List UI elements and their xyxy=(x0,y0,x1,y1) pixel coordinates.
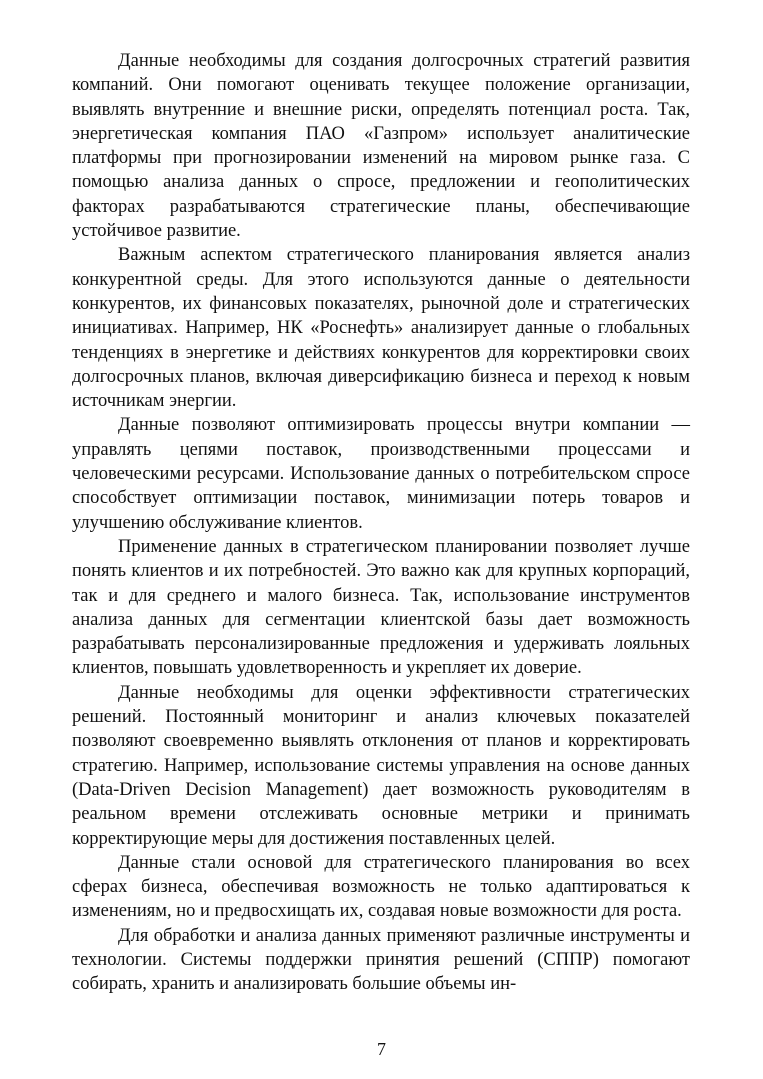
paragraph-7: Для обработки и анализа данных применяют различные инструменты и технологии. Системы поддержки принятия решений (СППР) помогают собирать, хранить и анализировать большие объемы ин- xyxy=(72,925,690,995)
paragraph-3: Данные позволяют оптимизировать процессы внутри компании — управлять цепями поставок, производственными процессами и человеческими ресурсами. Использование данных о потребительском спросе способствует оптимизации поставок, минимизации потерь товаров и улучшению обслуживание клиентов. xyxy=(72,415,690,533)
paragraph-5: Данные необходимы для оценки эффективности стратегических решений. Постоянный мониторинг и анализ ключевых показателей позволяют своевременно выявлять отклонения от планов и корректировать стратегию. Например, использование системы управления на основе данных (Data-Driven Decision Management) дает возможность руководителям в реальном времени отслеживать основные метрики и принимать корректирующие меры для достижения поставленных целей. xyxy=(72,682,690,849)
paragraph-6: Данные стали основой для стратегического планирования во всех сферах бизнеса, обеспечивая возможность не только адаптироваться к изменениям, но и предвосхищать их, создавая новые возможности для роста. xyxy=(72,852,690,922)
paragraph-2: Важным аспектом стратегического планирования является анализ конкурентной среды. Для этого используются данные о деятельности конкурентов, их финансовых показателях, рыночной доле и стратегических инициативах. Например, НК «Роснефть» анализирует данные о глобальных тенденциях в энергетике и действиях конкурентов для корректировки своих долгосрочных планов, включая диверсификацию бизнеса и переход к новым источникам энергии. xyxy=(72,245,690,412)
document-page xyxy=(72,49,690,997)
paragraph-4: Применение данных в стратегическом планировании позволяет лучше понять клиентов и их потребностей. Это важно как для крупных корпораций, так и для среднего и малого бизнеса. Так, использование инструментов анализа данных для сегментации клиентской базы дает возможность разрабатывать персонализированные предложения и удерживать лояльных клиентов, повышать удовлетворенность и укрепляет их доверие. xyxy=(72,536,690,679)
page-number: 7 xyxy=(377,1039,386,1059)
paragraph-1: Данные необходимы для создания долгосрочных стратегий развития компаний. Они помогают оценивать текущее положение организации, выявлять внутренние и внешние риски, определять потенциал роста. Так, энергетическая компания ПАО «Газпром» использует аналитические платформы при прогнозировании изменений на мировом рынке газа. С помощью анализа данных о спросе, предложении и геополитических факторах разрабатываются стратегические планы, обеспечивающие устойчивое развитие. xyxy=(72,51,690,242)
